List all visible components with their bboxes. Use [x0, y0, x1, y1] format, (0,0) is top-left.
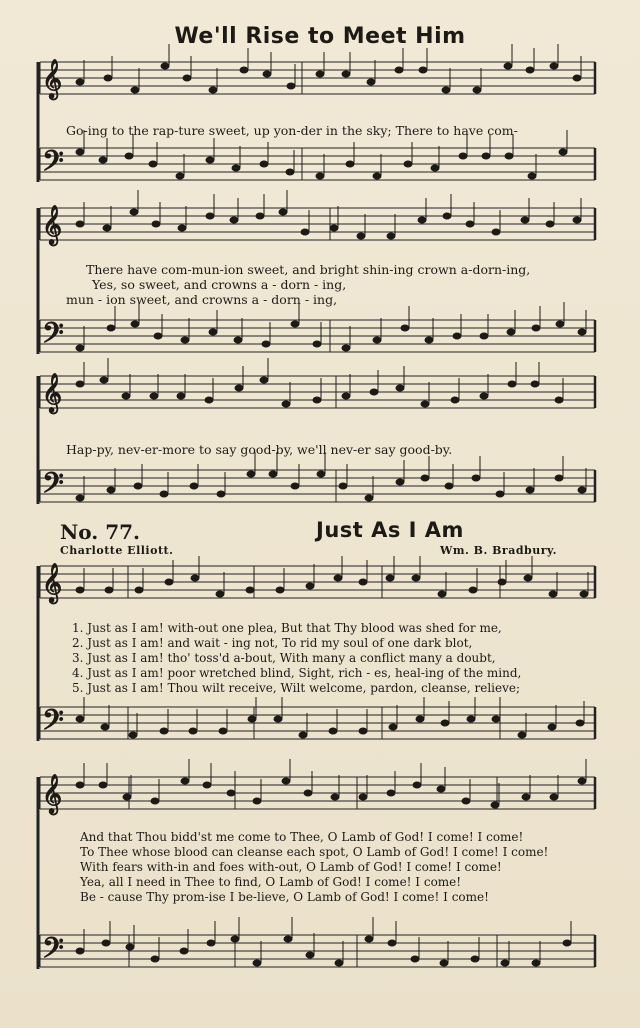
note-head: [191, 575, 199, 581]
hymn-number: No. 77.: [60, 520, 140, 544]
clef-glyph: 𝄞: [42, 59, 63, 99]
note-head: [107, 487, 115, 493]
note-head: [176, 173, 184, 179]
note-head: [154, 333, 162, 339]
note-head: [282, 778, 290, 784]
note-head: [235, 385, 243, 391]
note-head: [291, 321, 299, 327]
note-head: [248, 716, 256, 722]
note-head: [150, 393, 158, 399]
note-head: [389, 724, 397, 730]
note-head: [131, 321, 139, 327]
note-head: [313, 341, 321, 347]
clef-glyph: 𝄢: [42, 145, 64, 185]
note-head: [431, 165, 439, 171]
note-head: [102, 940, 110, 946]
lyric-line: mun - ion sweet, and crowns a - dorn - ing,: [66, 292, 338, 307]
note-head: [253, 960, 261, 966]
note-head: [227, 790, 235, 796]
note-head: [291, 483, 299, 489]
note-head: [421, 401, 429, 407]
note-head: [528, 173, 536, 179]
note-head: [508, 381, 516, 387]
note-head: [396, 385, 404, 391]
note-head: [550, 794, 558, 800]
note-head: [346, 161, 354, 167]
lyric-line: There have com-mun-ion sweet, and bright shin-ing crown a-dorn-ing,: [86, 262, 531, 277]
note-head: [180, 948, 188, 954]
hymn-title: We'll Rise to Meet Him: [174, 24, 466, 49]
note-head: [205, 397, 213, 403]
note-head: [330, 225, 338, 231]
note-head: [578, 487, 586, 493]
note-head: [491, 802, 499, 808]
verse-line: To Thee whose blood can cleanse each spot, O Lamb of God! I come! I come!: [80, 845, 549, 859]
note-head: [231, 936, 239, 942]
note-head: [329, 728, 337, 734]
note-head: [492, 716, 500, 722]
note-head: [359, 579, 367, 585]
note-head: [263, 71, 271, 77]
note-head: [505, 153, 513, 159]
note-head: [253, 798, 261, 804]
note-head: [492, 229, 500, 235]
note-head: [526, 487, 534, 493]
clef-glyph: 𝄢: [42, 704, 64, 744]
note-head: [546, 221, 554, 227]
note-head: [282, 401, 290, 407]
note-head: [411, 956, 419, 962]
lyricist-credit: Charlotte Elliott.: [60, 544, 174, 557]
note-head: [580, 591, 588, 597]
note-head: [246, 587, 254, 593]
note-head: [373, 173, 381, 179]
note-head: [76, 149, 84, 155]
note-head: [576, 720, 584, 726]
note-head: [125, 153, 133, 159]
note-head: [103, 225, 111, 231]
hymn-title: Just As I Am: [316, 518, 464, 542]
note-head: [206, 157, 214, 163]
note-head: [526, 67, 534, 73]
note-head: [459, 153, 467, 159]
note-head: [207, 940, 215, 946]
note-head: [151, 798, 159, 804]
note-head: [401, 325, 409, 331]
verse-line: With fears with-in and foes with-out, O Lamb of God! I come! I come!: [80, 860, 502, 874]
note-head: [342, 345, 350, 351]
note-head: [388, 940, 396, 946]
note-head: [274, 716, 282, 722]
note-head: [100, 377, 108, 383]
clef-glyph: 𝄢: [42, 932, 64, 972]
note-head: [122, 393, 130, 399]
note-head: [418, 217, 426, 223]
note-head: [480, 393, 488, 399]
note-head: [555, 397, 563, 403]
note-head: [107, 325, 115, 331]
note-head: [101, 724, 109, 730]
note-head: [578, 778, 586, 784]
composer-credit: Wm. B. Bradbury.: [440, 544, 557, 557]
note-head: [76, 495, 84, 501]
note-head: [299, 732, 307, 738]
note-head: [445, 483, 453, 489]
note-head: [284, 936, 292, 942]
note-head: [437, 786, 445, 792]
lyric-line: Yes, so sweet, and crowns a - dorn - ing,: [92, 277, 347, 292]
lyric-line: Hap-py, nev-er-more to say good-by, we'll nev-er say good-by.: [66, 442, 453, 457]
note-head: [532, 960, 540, 966]
note-head: [230, 217, 238, 223]
note-head: [181, 337, 189, 343]
note-head: [387, 233, 395, 239]
note-head: [160, 728, 168, 734]
note-head: [189, 728, 197, 734]
note-head: [276, 587, 284, 593]
verse-line: 2. Just as I am! and wait - ing not, To rid my soul of one dark blot,: [72, 636, 473, 650]
clef-glyph: 𝄞: [42, 563, 63, 603]
note-head: [219, 728, 227, 734]
note-head: [105, 587, 113, 593]
note-head: [247, 471, 255, 477]
note-head: [507, 329, 515, 335]
note-head: [234, 337, 242, 343]
verse-line: Be - cause Thy prom-ise I be-lieve, O Lamb of God! I come! I come!: [80, 890, 489, 904]
note-head: [548, 724, 556, 730]
note-head: [467, 716, 475, 722]
note-head: [304, 790, 312, 796]
note-head: [126, 944, 134, 950]
note-head: [386, 575, 394, 581]
clef-glyph: 𝄢: [42, 317, 64, 357]
note-head: [532, 325, 540, 331]
note-head: [149, 161, 157, 167]
note-head: [387, 790, 395, 796]
note-head: [443, 213, 451, 219]
note-head: [99, 157, 107, 163]
note-head: [262, 341, 270, 347]
note-head: [531, 381, 539, 387]
clef-glyph: 𝄞: [42, 373, 63, 413]
note-head: [183, 75, 191, 81]
note-head: [316, 173, 324, 179]
clef-glyph: 𝄞: [42, 774, 63, 814]
note-head: [440, 960, 448, 966]
note-head: [131, 87, 139, 93]
note-head: [260, 161, 268, 167]
note-head: [217, 491, 225, 497]
note-head: [123, 794, 131, 800]
note-head: [404, 161, 412, 167]
note-head: [359, 794, 367, 800]
note-head: [152, 221, 160, 227]
note-head: [130, 209, 138, 215]
note-head: [206, 213, 214, 219]
note-head: [316, 71, 324, 77]
note-head: [331, 794, 339, 800]
note-head: [76, 79, 84, 85]
note-head: [76, 221, 84, 227]
note-head: [496, 491, 504, 497]
note-head: [480, 333, 488, 339]
verse-line: And that Thou bidd'st me come to Thee, O Lamb of God! I come! I come!: [80, 830, 524, 844]
note-head: [216, 591, 224, 597]
note-head: [177, 393, 185, 399]
note-head: [395, 67, 403, 73]
note-head: [76, 587, 84, 593]
note-head: [438, 591, 446, 597]
note-head: [209, 329, 217, 335]
note-head: [524, 575, 532, 581]
clef-glyph: 𝄢: [42, 467, 64, 507]
note-head: [76, 948, 84, 954]
note-head: [76, 381, 84, 387]
note-head: [256, 213, 264, 219]
note-head: [419, 67, 427, 73]
note-head: [441, 720, 449, 726]
note-head: [451, 397, 459, 403]
note-head: [76, 716, 84, 722]
note-head: [462, 798, 470, 804]
note-head: [425, 337, 433, 343]
note-head: [521, 217, 529, 223]
note-head: [563, 940, 571, 946]
note-head: [190, 483, 198, 489]
note-head: [240, 67, 248, 73]
note-head: [550, 63, 558, 69]
note-head: [357, 233, 365, 239]
note-head: [396, 479, 404, 485]
note-head: [151, 956, 159, 962]
note-head: [287, 83, 295, 89]
note-head: [286, 169, 294, 175]
note-head: [76, 345, 84, 351]
note-head: [504, 63, 512, 69]
note-head: [412, 575, 420, 581]
note-head: [466, 221, 474, 227]
note-head: [203, 782, 211, 788]
note-head: [365, 936, 373, 942]
note-head: [129, 732, 137, 738]
note-head: [269, 471, 277, 477]
note-head: [339, 483, 347, 489]
note-head: [556, 321, 564, 327]
note-head: [367, 79, 375, 85]
note-head: [442, 87, 450, 93]
note-head: [306, 583, 314, 589]
note-head: [498, 579, 506, 585]
note-head: [160, 491, 168, 497]
clef-glyph: 𝄞: [42, 205, 63, 245]
note-head: [317, 471, 325, 477]
verse-line: 4. Just as I am! poor wretched blind, Sight, rich - es, heal-ing of the mind,: [72, 666, 522, 680]
note-head: [473, 87, 481, 93]
note-head: [342, 393, 350, 399]
note-head: [209, 87, 217, 93]
note-head: [365, 495, 373, 501]
note-head: [334, 575, 342, 581]
note-head: [342, 71, 350, 77]
verse-line: 1. Just as I am! with-out one plea, But that Thy blood was shed for me,: [72, 621, 502, 635]
note-head: [555, 475, 563, 481]
note-head: [501, 960, 509, 966]
verse-line: 3. Just as I am! tho' toss'd a-bout, With many a conflict many a doubt,: [72, 651, 496, 665]
note-head: [181, 778, 189, 784]
note-head: [469, 587, 477, 593]
note-head: [416, 716, 424, 722]
note-head: [335, 960, 343, 966]
note-head: [573, 75, 581, 81]
note-head: [301, 229, 309, 235]
note-head: [359, 728, 367, 734]
note-head: [413, 782, 421, 788]
note-head: [482, 153, 490, 159]
note-head: [453, 333, 461, 339]
verse-line: 5. Just as I am! Thou wilt receive, Wilt welcome, pardon, cleanse, relieve;: [72, 681, 521, 695]
note-head: [99, 782, 107, 788]
note-head: [573, 217, 581, 223]
lyric-line: Go-ing to the rap-ture sweet, up yon-der in the sky; There to have com-: [66, 123, 518, 138]
note-head: [370, 389, 378, 395]
verse-line: Yea, all I need in Thee to find, O Lamb of God! I come! I come!: [80, 875, 462, 889]
note-head: [373, 337, 381, 343]
note-head: [232, 165, 240, 171]
note-head: [260, 377, 268, 383]
note-head: [135, 587, 143, 593]
note-head: [549, 591, 557, 597]
note-head: [518, 732, 526, 738]
note-head: [178, 225, 186, 231]
note-head: [421, 475, 429, 481]
note-head: [559, 149, 567, 155]
note-head: [306, 952, 314, 958]
note-head: [578, 329, 586, 335]
note-head: [472, 475, 480, 481]
note-head: [522, 794, 530, 800]
note-head: [104, 75, 112, 81]
note-head: [279, 209, 287, 215]
note-head: [165, 579, 173, 585]
note-head: [76, 782, 84, 788]
note-head: [134, 483, 142, 489]
note-head: [313, 397, 321, 403]
note-head: [161, 63, 169, 69]
note-head: [471, 956, 479, 962]
